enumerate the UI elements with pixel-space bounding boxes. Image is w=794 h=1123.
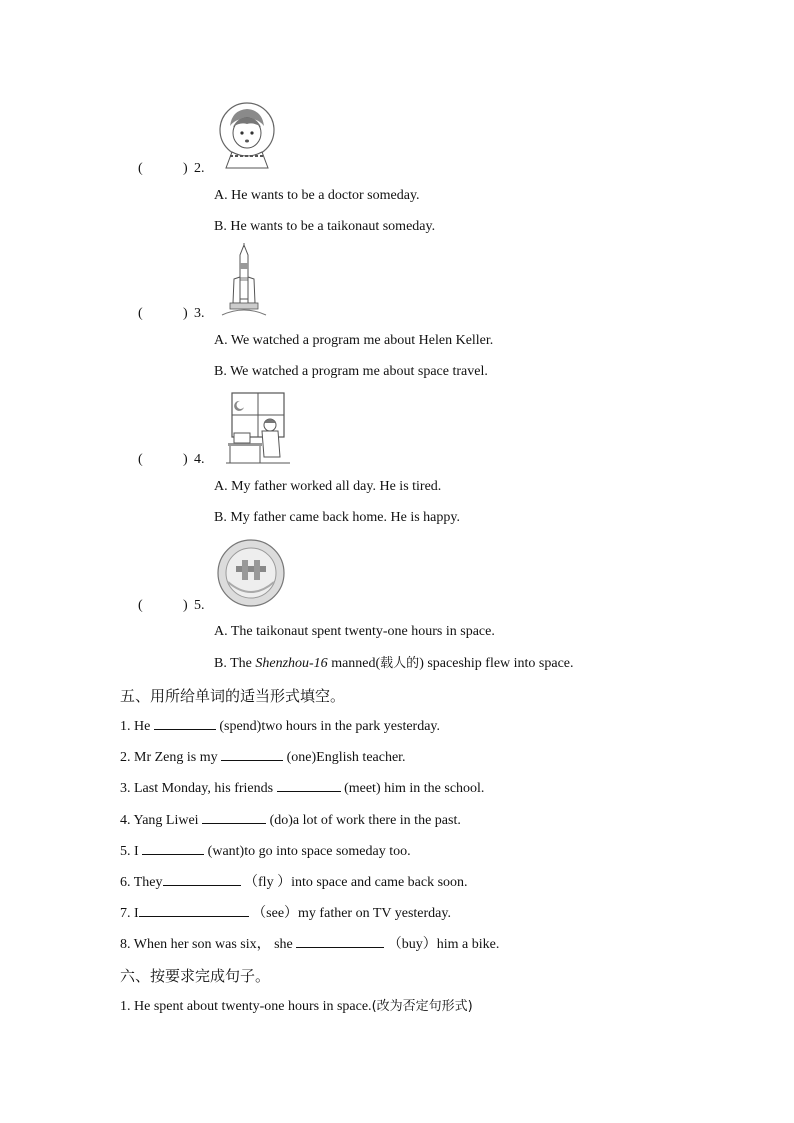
fill-blank-item [120, 935, 499, 954]
option-a: A. We watched a program me about Helen Keller. [214, 333, 494, 348]
answer-paren-open: ( [138, 161, 143, 176]
rewrite-instruction: (改为否定句形式) [371, 999, 473, 1014]
question-number: 5. [194, 598, 205, 613]
item-text-before: 3. Last Monday, his friends [120, 781, 277, 796]
fill-blank-item [120, 842, 411, 861]
item-text-before: 6. They [120, 875, 163, 890]
answer-paren-open: ( [138, 306, 143, 321]
item-text-after: （buy）him a bike. [384, 937, 500, 952]
fill-blank-item [120, 873, 468, 892]
question-number: 4. [194, 452, 205, 467]
answer-paren-close: ) [183, 452, 188, 467]
answer-paren-open: ( [138, 452, 143, 467]
rewrite-sentence: 1. He spent about twenty-one hours in space. [120, 999, 372, 1014]
option-b: B. My father came back home. He is happy. [214, 510, 460, 525]
item-text-before: 7. I [120, 906, 139, 921]
item-text-after: (meet) him in the school. [340, 781, 485, 796]
option-b-prefix: B. The [214, 656, 256, 671]
spaceship-name: Shenzhou-16 [255, 656, 328, 671]
option-b-mid: manned( [327, 656, 381, 671]
question-number: 3. [194, 306, 205, 321]
fill-blank-item [120, 717, 440, 736]
fill-blank-item [120, 779, 484, 798]
answer-blank[interactable] [202, 811, 266, 824]
item-text-after: (one)English teacher. [283, 750, 406, 765]
item-text-after: （fly ）into space and came back soon. [240, 875, 468, 890]
item-text-before: 8. When her son was six， she [120, 937, 297, 952]
item-text-before: 5. I [120, 844, 143, 859]
option-b-gloss: 载人的 [380, 656, 420, 671]
option-b: B. He wants to be a taikonaut someday. [214, 219, 436, 234]
item-text-before: 4. Yang Liwei [120, 813, 203, 828]
option-a: A. The taikonaut spent twenty-one hours in space. [214, 624, 495, 639]
answer-blank[interactable] [277, 779, 341, 792]
section-6-title: 六、按要求完成句子。 [120, 967, 271, 985]
option-a: A. My father worked all day. He is tired. [214, 479, 442, 494]
answer-blank[interactable] [142, 842, 204, 855]
option-a: A. He wants to be a doctor someday. [214, 188, 420, 203]
section-5-title: 五、用所给单词的适当形式填空。 [120, 687, 346, 705]
answer-paren-close: ) [183, 598, 188, 613]
answer-blank[interactable] [221, 748, 283, 761]
astronaut-boy-icon [218, 100, 276, 170]
fill-blank-item [120, 904, 451, 923]
rewrite-item [120, 998, 473, 1016]
fill-blank-item [120, 748, 406, 767]
item-text-after: (do)a lot of work there in the past. [266, 813, 461, 828]
item-text-after: (spend)two hours in the park yesterday. [215, 719, 441, 734]
item-text-before: 1. He [120, 719, 154, 734]
rocket-icon [220, 243, 268, 317]
item-text-after: （see）my father on TV yesterday. [248, 906, 451, 921]
man-at-desk-icon [226, 391, 290, 465]
answer-paren-open: ( [138, 598, 143, 613]
answer-blank[interactable] [296, 935, 384, 948]
option-b [214, 655, 574, 673]
answer-blank[interactable] [154, 717, 216, 730]
answer-blank[interactable] [163, 873, 241, 886]
mission-badge-icon [216, 538, 286, 608]
fill-blank-item [120, 811, 461, 830]
item-text-before: 2. Mr Zeng is my [120, 750, 222, 765]
question-number: 2. [194, 161, 205, 176]
answer-blank[interactable] [139, 904, 249, 917]
answer-paren-close: ) [183, 306, 188, 321]
option-b: B. We watched a program me about space travel. [214, 364, 488, 379]
option-b-suffix: ) spaceship flew into space. [419, 656, 574, 671]
item-text-after: (want)to go into space someday too. [204, 844, 411, 859]
answer-paren-close: ) [183, 161, 188, 176]
